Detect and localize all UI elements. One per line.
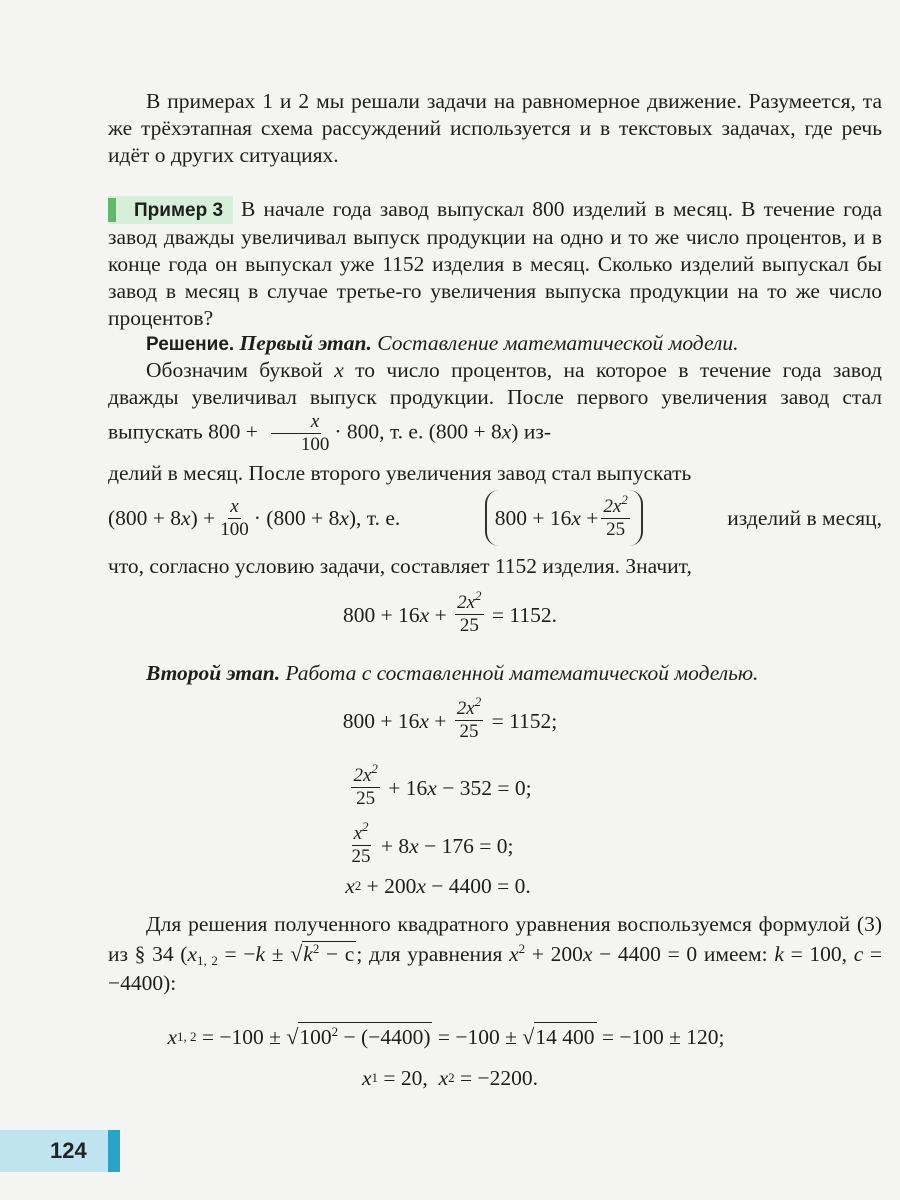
- frac-den: 25: [351, 846, 371, 867]
- superscript-2: 2: [621, 491, 628, 507]
- text-span: ) +: [190, 505, 216, 530]
- intro-paragraph: В примерах 1 и 2 мы решали задачи на равномерное движение. Разумеется, та же трёхэтапная схема рассуждений используется и в текстовых задачах, где речь идёт о других ситуациях.: [108, 89, 882, 167]
- equation-step-4: x 2 + 200 x − 4400 = 0.: [345, 874, 531, 898]
- solution-paragraph-4: Для решения полученного квадратного уравнения воспользуемся формулой (3) из § 34 ($x_{1, 2} = -k \pm √k^2 - c$; для уравнения $x^2 + 200x - 4400 = 0$ имеем: k = 100, c = −4400):: [108, 912, 883, 995]
- frac-num: $x^2$: [353, 819, 369, 844]
- text-span: = 1152;: [491, 708, 558, 733]
- frac-num: [601, 491, 629, 519]
- text-span: Для решения полученного квадратного уравнения воспользуемся формулой (3) из § 34: [108, 912, 882, 966]
- text-span: ) из-: [511, 419, 551, 444]
- text-span: − 352 = 0;: [442, 775, 532, 800]
- stage1-label: Первый этап.: [239, 331, 372, 355]
- frac-num: $2x^2$: [456, 694, 482, 719]
- text-span: ; для уравнения: [356, 942, 503, 966]
- frac-num-text: x: [353, 823, 362, 844]
- text-span: делий в месяц. После второго увеличения завод стал выпускать: [108, 461, 692, 485]
- var-x: x: [181, 505, 191, 530]
- frac-den: 25: [459, 721, 479, 742]
- solution-paragraph-3: что, согласно условию задачи, составляет 1152 изделия. Значит,: [108, 554, 692, 578]
- var-x: x: [419, 602, 430, 627]
- solution-paragraph-1: [108, 357, 882, 456]
- var-x: x: [419, 708, 429, 733]
- fraction: [350, 819, 373, 868]
- frac-den: 100: [300, 434, 330, 455]
- text-span: изделий в месяц,: [727, 505, 882, 530]
- frac-den: 100: [220, 518, 249, 540]
- var-x: x: [571, 505, 581, 530]
- text-span: 100: [299, 1025, 332, 1049]
- equation-step-1: 800 + 16 x + $\frac{2x^2}{25}$ = 1152;: [342, 694, 558, 742]
- solution-paragraph-2: [108, 460, 882, 487]
- frac-num: $2x^2$: [353, 761, 378, 786]
- fraction-x-over-100: [261, 411, 332, 456]
- var-k: k: [774, 942, 784, 966]
- text-span: + 16: [388, 775, 428, 800]
- example-text: В начале года завод выпускал 800 изделий в месяц. В течение года завод дважды увеличивал выпуск продукции на одно и то же число процентов, и в конце года он выпускал уже 1152 изделия в месяц. Сколько изделий выпускал бы завод в месяц в случае третье-го увеличения выпуска продукции на то же число процентов?: [108, 197, 882, 330]
- example-label: Пример 3: [134, 200, 224, 221]
- text-span: − 4400 = 0 имеем:: [599, 942, 768, 966]
- formula-group: [108, 496, 400, 541]
- text-span: = 1152.: [491, 602, 557, 627]
- text-span: · 800, т. е. (800 + 8: [334, 419, 502, 444]
- frac-num-text: 2x: [603, 495, 622, 517]
- fraction: [455, 588, 483, 637]
- frac-num: x: [230, 495, 239, 517]
- fraction: [351, 761, 379, 810]
- text-span: 800 + 16: [343, 602, 420, 627]
- stage1-title: Составление математической модели.: [377, 331, 739, 355]
- solution-heading: [108, 330, 882, 358]
- solution-formula-line: [108, 490, 882, 546]
- frac-num-text: 2x: [457, 592, 476, 613]
- text-span: (800 + 8: [108, 505, 182, 530]
- example-marker-bar: [108, 198, 116, 222]
- stage2-label: Второй этап.: [146, 661, 281, 685]
- page-number: 124: [50, 1138, 87, 1163]
- var-x: x: [509, 942, 519, 966]
- text-span: Обозначим буквой: [146, 358, 323, 382]
- text-span: = −100 ± 120;: [601, 1024, 725, 1049]
- stage2-heading: [108, 660, 882, 687]
- text-span: 800 + 16: [494, 505, 572, 530]
- text-span: = 20,: [383, 1066, 428, 1090]
- roots-formula: x 1, 2 = −100 ± √ $100^2 - (-4400)$ = −100 ± √ 14 400 = −100 ± 120;: [167, 1023, 725, 1049]
- var-x: x: [409, 833, 419, 858]
- text-span: · (800 + 8: [253, 505, 340, 530]
- page-number-bar: [108, 1130, 120, 1172]
- example-label-box: [108, 196, 233, 224]
- frac-den: 25: [606, 518, 626, 540]
- var-k: k: [255, 942, 265, 966]
- equation-step-2: [0, 760, 890, 810]
- text-span: = 100,: [790, 942, 847, 966]
- var-x: x: [339, 505, 349, 530]
- stage2-title: Работа с составленной математической моделью.: [285, 661, 759, 685]
- fraction: [455, 694, 483, 743]
- text-span: = −: [224, 942, 256, 966]
- text-span: = −100 ±: [437, 1024, 517, 1049]
- text-span: − (−4400): [343, 1025, 431, 1049]
- var-x: x: [501, 419, 512, 444]
- frac-num-text: 2x: [353, 765, 372, 786]
- text-span: = −4400):: [108, 942, 883, 995]
- text-span: = −2200.: [459, 1066, 538, 1090]
- frac-den: 25: [356, 788, 376, 809]
- var-x: x: [334, 358, 344, 382]
- text-span: + 8: [380, 833, 410, 858]
- text-span: то число процентов, на которое в течение года завод дважды увеличивал выпуск продукции. После первого увеличения завод стал выпускать: [108, 358, 882, 444]
- parenthesized-expression: [485, 490, 643, 546]
- text-span: + 200: [366, 874, 417, 898]
- text-span: 800 +: [208, 419, 258, 444]
- var-x: x: [187, 942, 198, 966]
- text-span: = −100 ±: [201, 1024, 281, 1049]
- roots-values: x 1 = 20, x 2 = −2200.: [362, 1066, 538, 1090]
- text-span: + 200: [531, 942, 583, 966]
- var-x: x: [345, 874, 355, 898]
- frac-num: x: [271, 411, 321, 434]
- equation-step-3: [0, 818, 880, 868]
- var-x: x: [427, 775, 437, 800]
- text-span: 14 400: [535, 1025, 595, 1049]
- text-span: − 176 = 0;: [424, 833, 514, 858]
- frac-den: 25: [459, 615, 479, 636]
- fraction-2x2-over-25: [601, 491, 629, 541]
- frac-num-text: 2x: [456, 698, 475, 719]
- text-span: +: [586, 505, 599, 530]
- solution-label: Решение.: [146, 334, 235, 355]
- text-span: ), т. е.: [348, 505, 401, 530]
- frac-num: $2x^2$: [457, 588, 482, 613]
- var-c: c: [853, 942, 864, 966]
- text-span: ±: [271, 942, 284, 966]
- var-x: x: [416, 874, 426, 898]
- text-span: − 4400 = 0.: [431, 874, 531, 898]
- fraction-x-over-100: [218, 496, 251, 541]
- text-span: 800 + 16: [342, 708, 420, 733]
- example-3-paragraph: [108, 196, 882, 332]
- text-span: − c: [326, 942, 355, 966]
- main-equation: 800 + 16 x + $\frac{2x^2}{25}$ = 1152.: [343, 588, 557, 636]
